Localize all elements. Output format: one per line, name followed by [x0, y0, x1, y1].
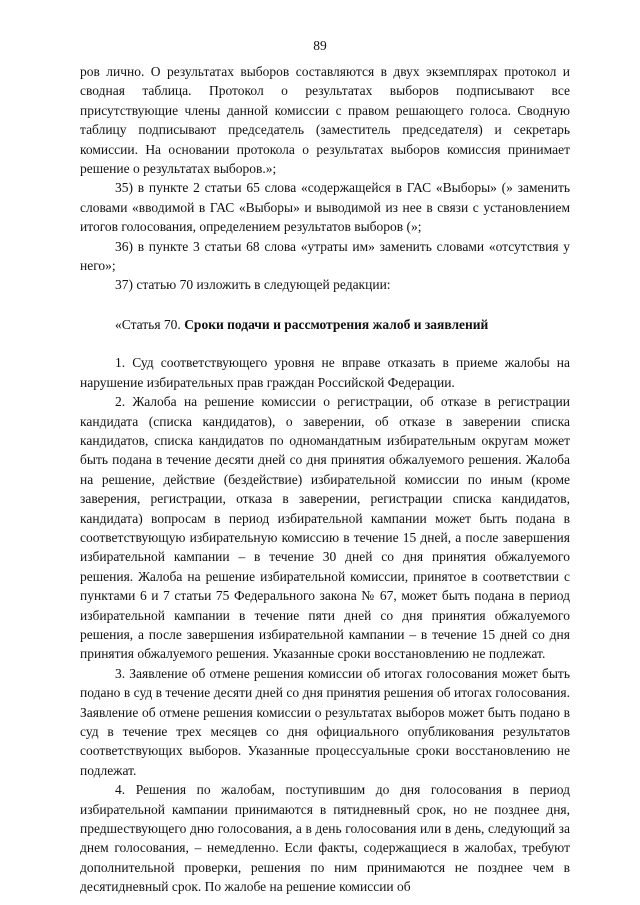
- paragraph-clause-4: 4. Решения по жалобам, поступившим до дня голосования в период избирательной кампании принимаются в пятидневный срок, но не позднее дня, предшествующего дню голосования, а в день голосования или в день, следующий за днем голосования, – немедленно. Если факты, содержащиеся в жалобах, требуют дополнительной проверки, решения по ним принимаются не позднее чем в десятидневный срок. По жалобе на решение комиссии об: [80, 782, 570, 895]
- paragraph-item-35: 35) в пункте 2 статьи 65 слова «содержащейся в ГАС «Выборы» (» заменить словами «вводимой в ГАС «Выборы» и выводимой из нее в связи с установлением итогов голосования, определением результатов выборов (»;: [80, 180, 570, 235]
- article-prefix: «Статья 70.: [115, 316, 185, 332]
- paragraph-clause-1: 1. Суд соответствующего уровня не вправе отказать в приеме жалобы на нарушение избирательных прав граждан Российской Федерации.: [80, 355, 570, 390]
- paragraph-clause-3: 3. Заявление об отмене решения комиссии об итогах голосования может быть подано в суд в течение десяти дней со дня принятия решения об итогах голосования. Заявление об отмене решения комиссии о результатах выборов может быть подано в суд в течение трех месяцев со дня официального опубликования результатов соответствующих выборов. Указанные процессуальные сроки восстановлению не подлежат.: [80, 665, 570, 778]
- document-body: [80, 62, 570, 897]
- paragraph-item-36: 36) в пункте 3 статьи 68 слова «утраты им» заменить словами «отсутствия у него»;: [80, 238, 570, 274]
- article-heading: [80, 315, 570, 334]
- paragraph-item-37: 37) статью 70 изложить в следующей редакции:: [115, 277, 391, 293]
- paragraph-intro: ров лично. О результатах выборов составляются в двух экземплярах протокол и сводная таблица. Протокол о результатах выборов подписывают все присутствующие члены данной комиссии с правом решающего голоса. Сводную таблицу подписывают председатель (заместитель председателя) и секретарь комиссии. На основании протокола о результатах выборов комиссия принимает решение о результатах выборов.»;: [80, 64, 570, 177]
- page-number: 89: [313, 38, 327, 53]
- paragraph-clause-2: 2. Жалоба на решение комиссии о регистрации, об отказе в регистрации кандидата (списка кандидатов), о заверении, об отказе в заверении списка кандидатов, списка кандидатов по одномандатным избирательным округам может быть подана в течение десяти дней со дня принятия обжалуемого решения. Жалоба на решение, действие (бездействие) избирательной комиссии по иным (кроме заверения, регистрации, отказа в заверении, регистрации списка кандидатов, кандидата) вопросам в период избирательной кампании может быть подана в соответствующую избирательную комиссию в течение 15 дней, а после завершения избирательной кампании – в течение 30 дней со дня принятия обжалуемого решения. Жалоба на решение избирательной комиссии, принятое в соответствии с пунктами 6 и 7 статьи 75 Федерального закона № 67, может быть подана в период избирательной кампании в течение пяти дней со дня принятия обжалуемого решения, а после завершения избирательной кампании – в течение 15 дней со дня принятия обжалуемого решения. Указанные сроки восстановлению не подлежат.: [80, 394, 570, 662]
- article-title: Сроки подачи и рассмотрения жалоб и заявлений: [184, 316, 489, 332]
